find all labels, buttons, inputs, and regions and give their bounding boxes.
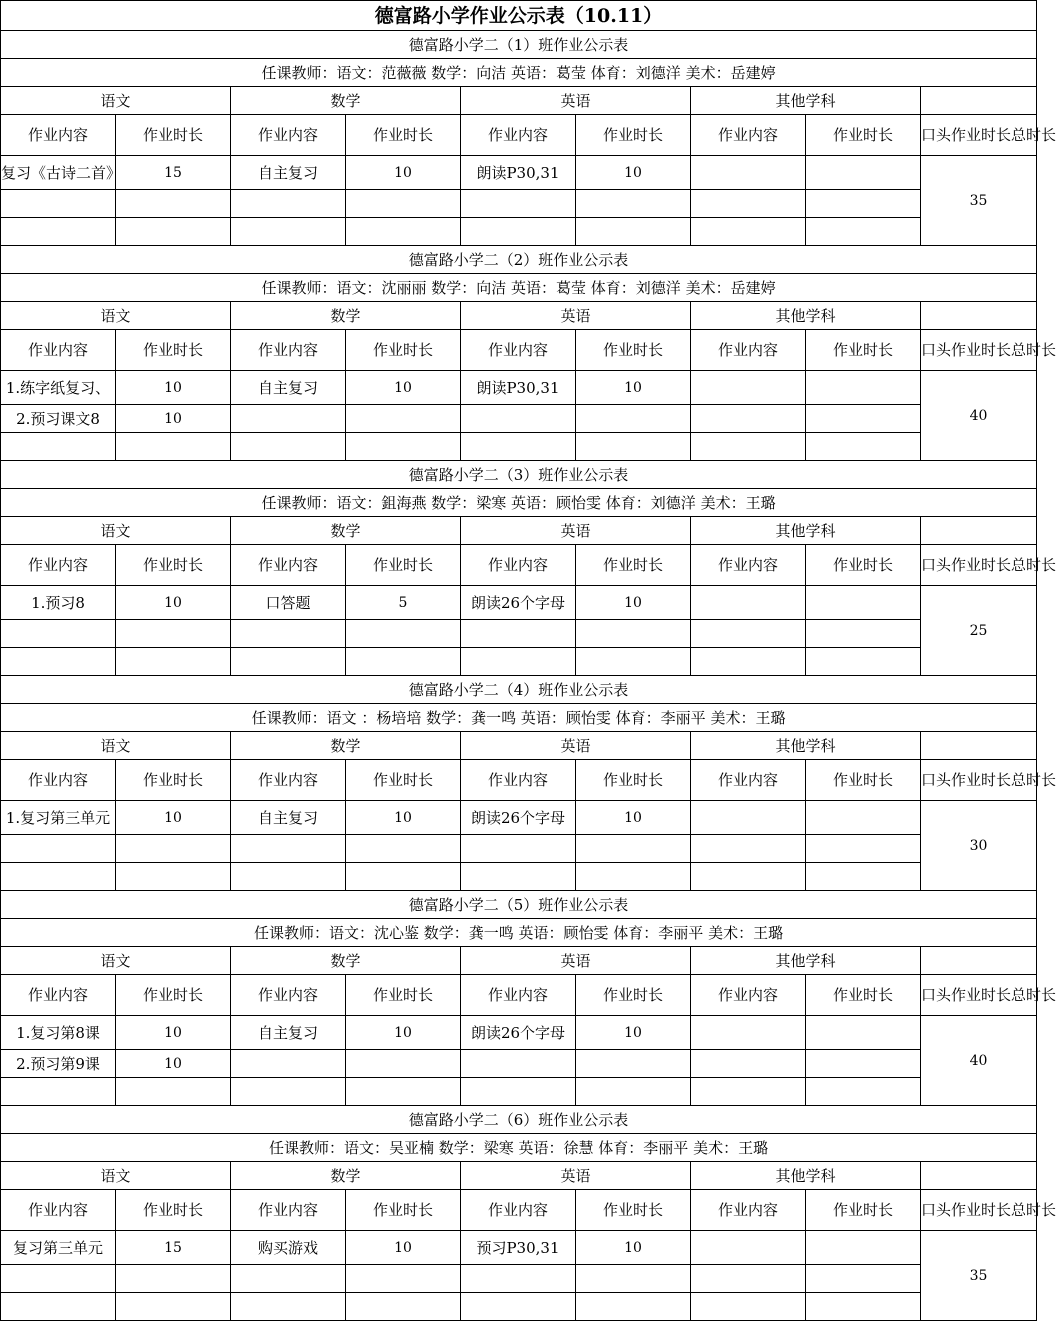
homework-duration-cell (346, 1293, 461, 1321)
homework-content-cell: 预习P30,31 (461, 1231, 576, 1265)
homework-duration-cell (576, 190, 691, 218)
content-column-header: 作业内容 (691, 545, 806, 586)
homework-duration-cell (576, 1265, 691, 1293)
homework-duration-cell (116, 1293, 231, 1321)
homework-duration-cell (806, 1078, 921, 1106)
class-title: 德富路小学二（6）班作业公示表 (1, 1106, 1037, 1134)
homework-content-cell: 自主复习 (231, 371, 346, 405)
oral-total-header: 口头作业时长总时长 (921, 115, 1037, 156)
homework-content-cell: 朗读P30,31 (461, 156, 576, 190)
homework-content-cell (461, 218, 576, 246)
subject-header: 数学 (231, 517, 461, 545)
teachers-line: 任课教师：语文：鉏海燕 数学：梁寒 英语：顾怡雯 体育：刘德洋 美术：王璐 (1, 489, 1037, 517)
content-column-header: 作业内容 (1, 760, 116, 801)
homework-content-cell (691, 801, 806, 835)
homework-content-cell: 1.复习第8课 (1, 1016, 116, 1050)
homework-content-cell (691, 1293, 806, 1321)
subject-header: 其他学科 (691, 87, 921, 115)
homework-content-cell (691, 190, 806, 218)
homework-content-cell (231, 1265, 346, 1293)
content-column-header: 作业内容 (691, 1190, 806, 1231)
homework-duration-cell (346, 433, 461, 461)
homework-content-cell (231, 1050, 346, 1078)
subject-header: 数学 (231, 302, 461, 330)
homework-content-cell: 购买游戏 (231, 1231, 346, 1265)
homework-content-cell (461, 1265, 576, 1293)
homework-content-cell (231, 433, 346, 461)
homework-content-cell: 口答题 (231, 586, 346, 620)
duration-column-header: 作业时长 (806, 1190, 921, 1231)
homework-content-cell: 复习《古诗二首》 (1, 156, 116, 190)
homework-duration-cell: 10 (576, 1231, 691, 1265)
homework-content-cell (1, 835, 116, 863)
homework-duration-cell (576, 218, 691, 246)
homework-duration-cell (576, 1050, 691, 1078)
homework-duration-cell (346, 620, 461, 648)
homework-content-cell (691, 648, 806, 676)
homework-content-cell (231, 405, 346, 433)
homework-content-cell (461, 405, 576, 433)
homework-content-cell (691, 863, 806, 891)
homework-content-cell (461, 433, 576, 461)
homework-content-cell (461, 190, 576, 218)
homework-content-cell (461, 1078, 576, 1106)
homework-content-cell (461, 835, 576, 863)
content-column-header: 作业内容 (231, 1190, 346, 1231)
duration-column-header: 作业时长 (346, 760, 461, 801)
duration-column-header: 作业时长 (116, 545, 231, 586)
homework-duration-cell: 10 (346, 1231, 461, 1265)
oral-total-value: 35 (921, 156, 1037, 246)
homework-content-cell (231, 1078, 346, 1106)
subject-header: 语文 (1, 87, 231, 115)
duration-column-header: 作业时长 (346, 1190, 461, 1231)
content-column-header: 作业内容 (1, 115, 116, 156)
homework-content-cell (461, 863, 576, 891)
homework-content-cell: 1.复习第三单元 (1, 801, 116, 835)
oral-total-header: 口头作业时长总时长 (921, 975, 1037, 1016)
duration-column-header: 作业时长 (346, 330, 461, 371)
content-column-header: 作业内容 (461, 1190, 576, 1231)
homework-duration-cell (346, 835, 461, 863)
homework-duration-cell (116, 218, 231, 246)
duration-column-header: 作业时长 (806, 330, 921, 371)
duration-column-header: 作业时长 (116, 330, 231, 371)
teachers-line: 任课教师：语文 ：杨培培 数学：龚一鸣 英语：顾怡雯 体育：李丽平 美术：王璐 (1, 704, 1037, 732)
homework-duration-cell: 10 (576, 371, 691, 405)
homework-duration-cell (346, 190, 461, 218)
oral-total-value: 40 (921, 371, 1037, 461)
homework-content-cell: 2.预习第9课 (1, 1050, 116, 1078)
subject-header: 英语 (461, 302, 691, 330)
duration-column-header: 作业时长 (346, 115, 461, 156)
duration-column-header: 作业时长 (346, 545, 461, 586)
teachers-line: 任课教师：语文：吴亚楠 数学：梁寒 英语：徐慧 体育：李丽平 美术：王璐 (1, 1134, 1037, 1162)
homework-content-cell (691, 1050, 806, 1078)
duration-column-header: 作业时长 (576, 975, 691, 1016)
duration-column-header: 作业时长 (806, 975, 921, 1016)
homework-duration-cell (806, 218, 921, 246)
homework-content-cell (691, 835, 806, 863)
homework-duration-cell: 10 (116, 371, 231, 405)
homework-duration-cell (806, 1293, 921, 1321)
blank-header-cell (921, 87, 1037, 115)
homework-content-cell: 自主复习 (231, 156, 346, 190)
homework-duration-cell (346, 218, 461, 246)
blank-header-cell (921, 1162, 1037, 1190)
homework-content-cell (231, 835, 346, 863)
homework-content-cell (231, 1293, 346, 1321)
homework-duration-cell (806, 835, 921, 863)
homework-content-cell (231, 648, 346, 676)
homework-duration-cell (576, 620, 691, 648)
content-column-header: 作业内容 (231, 975, 346, 1016)
content-column-header: 作业内容 (231, 545, 346, 586)
class-title: 德富路小学二（2）班作业公示表 (1, 246, 1037, 274)
homework-duration-cell (116, 1078, 231, 1106)
homework-duration-cell (116, 190, 231, 218)
homework-duration-cell (116, 835, 231, 863)
homework-content-cell: 朗读26个字母 (461, 801, 576, 835)
homework-content-cell (691, 405, 806, 433)
homework-duration-cell: 10 (576, 586, 691, 620)
homework-duration-cell (806, 586, 921, 620)
homework-content-cell (461, 1050, 576, 1078)
subject-header: 语文 (1, 947, 231, 975)
duration-column-header: 作业时长 (806, 545, 921, 586)
oral-total-value: 30 (921, 801, 1037, 891)
oral-total-value: 40 (921, 1016, 1037, 1106)
homework-content-cell: 1.预习8 (1, 586, 116, 620)
subject-header: 其他学科 (691, 732, 921, 760)
homework-content-cell (1, 863, 116, 891)
subject-header: 英语 (461, 517, 691, 545)
homework-duration-cell (576, 405, 691, 433)
homework-content-cell (691, 1078, 806, 1106)
oral-total-header: 口头作业时长总时长 (921, 760, 1037, 801)
homework-content-cell: 朗读26个字母 (461, 1016, 576, 1050)
homework-content-cell (691, 433, 806, 461)
content-column-header: 作业内容 (1, 975, 116, 1016)
subject-header: 数学 (231, 87, 461, 115)
blank-header-cell (921, 517, 1037, 545)
subject-header: 数学 (231, 947, 461, 975)
duration-column-header: 作业时长 (576, 330, 691, 371)
homework-duration-cell (116, 1265, 231, 1293)
homework-content-cell (461, 648, 576, 676)
oral-total-header: 口头作业时长总时长 (921, 1190, 1037, 1231)
homework-duration-cell (346, 1050, 461, 1078)
homework-duration-cell: 10 (116, 586, 231, 620)
duration-column-header: 作业时长 (116, 115, 231, 156)
homework-duration-cell (806, 648, 921, 676)
duration-column-header: 作业时长 (806, 760, 921, 801)
subject-header: 数学 (231, 732, 461, 760)
duration-column-header: 作业时长 (806, 115, 921, 156)
homework-duration-cell (806, 371, 921, 405)
homework-content-cell: 朗读26个字母 (461, 586, 576, 620)
homework-duration-cell (806, 405, 921, 433)
content-column-header: 作业内容 (461, 760, 576, 801)
homework-content-cell (231, 190, 346, 218)
content-column-header: 作业内容 (461, 330, 576, 371)
homework-content-cell (1, 190, 116, 218)
homework-duration-cell (806, 1050, 921, 1078)
homework-duration-cell (346, 405, 461, 433)
homework-duration-cell (576, 648, 691, 676)
homework-content-cell (231, 863, 346, 891)
content-column-header: 作业内容 (691, 115, 806, 156)
subject-header: 英语 (461, 947, 691, 975)
subject-header: 其他学科 (691, 517, 921, 545)
homework-duration-cell: 15 (116, 1231, 231, 1265)
page-title: 德富路小学作业公示表（10.11） (1, 1, 1037, 31)
content-column-header: 作业内容 (231, 115, 346, 156)
homework-duration-cell: 10 (576, 156, 691, 190)
oral-total-header: 口头作业时长总时长 (921, 545, 1037, 586)
homework-duration-cell (806, 863, 921, 891)
homework-content-cell: 自主复习 (231, 1016, 346, 1050)
duration-column-header: 作业时长 (116, 760, 231, 801)
homework-content-cell (231, 218, 346, 246)
blank-header-cell (921, 732, 1037, 760)
homework-duration-cell: 10 (116, 1016, 231, 1050)
duration-column-header: 作业时长 (346, 975, 461, 1016)
homework-content-cell (1, 1078, 116, 1106)
content-column-header: 作业内容 (231, 330, 346, 371)
homework-duration-cell: 15 (116, 156, 231, 190)
homework-content-cell (1, 1293, 116, 1321)
homework-content-cell (691, 1265, 806, 1293)
subject-header: 英语 (461, 87, 691, 115)
homework-duration-cell: 10 (576, 801, 691, 835)
homework-duration-cell: 10 (346, 1016, 461, 1050)
subject-header: 语文 (1, 1162, 231, 1190)
homework-content-cell (691, 1016, 806, 1050)
homework-duration-cell (346, 1078, 461, 1106)
duration-column-header: 作业时长 (576, 760, 691, 801)
homework-content-cell (691, 156, 806, 190)
class-title: 德富路小学二（1）班作业公示表 (1, 31, 1037, 59)
homework-duration-cell (806, 620, 921, 648)
homework-duration-cell (346, 863, 461, 891)
oral-total-header: 口头作业时长总时长 (921, 330, 1037, 371)
homework-content-cell: 1.练字纸复习、 (1, 371, 116, 405)
teachers-line: 任课教师：语文：沈心鉴 数学：龚一鸣 英语：顾怡雯 体育：李丽平 美术：王璐 (1, 919, 1037, 947)
subject-header: 其他学科 (691, 302, 921, 330)
content-column-header: 作业内容 (461, 115, 576, 156)
homework-duration-cell (576, 835, 691, 863)
homework-content-cell (1, 620, 116, 648)
subject-header: 其他学科 (691, 1162, 921, 1190)
homework-duration-cell (576, 863, 691, 891)
subject-header: 英语 (461, 732, 691, 760)
homework-duration-cell (806, 801, 921, 835)
homework-duration-cell (116, 648, 231, 676)
content-column-header: 作业内容 (691, 760, 806, 801)
oral-total-value: 25 (921, 586, 1037, 676)
homework-duration-cell (806, 1016, 921, 1050)
teachers-line: 任课教师：语文：范薇薇 数学：向洁 英语：葛莹 体育：刘德洋 美术：岳建婷 (1, 59, 1037, 87)
homework-duration-cell: 10 (576, 1016, 691, 1050)
homework-duration-cell (806, 1265, 921, 1293)
content-column-header: 作业内容 (231, 760, 346, 801)
content-column-header: 作业内容 (1, 1190, 116, 1231)
homework-duration-cell (806, 190, 921, 218)
blank-header-cell (921, 947, 1037, 975)
homework-content-cell: 自主复习 (231, 801, 346, 835)
class-title: 德富路小学二（4）班作业公示表 (1, 676, 1037, 704)
homework-duration-cell: 10 (116, 801, 231, 835)
homework-content-cell (1, 648, 116, 676)
homework-content-cell (691, 1231, 806, 1265)
class-title: 德富路小学二（3）班作业公示表 (1, 461, 1037, 489)
teachers-line: 任课教师：语文：沈丽丽 数学：向洁 英语：葛莹 体育：刘德洋 美术：岳建婷 (1, 274, 1037, 302)
homework-content-cell (231, 620, 346, 648)
content-column-header: 作业内容 (1, 330, 116, 371)
duration-column-header: 作业时长 (116, 1190, 231, 1231)
homework-content-cell (1, 433, 116, 461)
homework-duration-cell: 10 (116, 1050, 231, 1078)
homework-content-cell (691, 371, 806, 405)
subject-header: 其他学科 (691, 947, 921, 975)
class-title: 德富路小学二（5）班作业公示表 (1, 891, 1037, 919)
content-column-header: 作业内容 (461, 545, 576, 586)
content-column-header: 作业内容 (691, 330, 806, 371)
homework-content-cell (461, 1293, 576, 1321)
content-column-header: 作业内容 (461, 975, 576, 1016)
homework-content-cell (461, 620, 576, 648)
homework-duration-cell: 10 (116, 405, 231, 433)
subject-header: 语文 (1, 302, 231, 330)
content-column-header: 作业内容 (691, 975, 806, 1016)
homework-duration-cell: 5 (346, 586, 461, 620)
duration-column-header: 作业时长 (576, 115, 691, 156)
subject-header: 数学 (231, 1162, 461, 1190)
content-column-header: 作业内容 (1, 545, 116, 586)
homework-content-cell (1, 218, 116, 246)
homework-duration-cell (576, 1293, 691, 1321)
homework-content-cell (691, 586, 806, 620)
homework-duration-cell: 10 (346, 156, 461, 190)
homework-content-cell (691, 218, 806, 246)
homework-duration-cell (116, 620, 231, 648)
duration-column-header: 作业时长 (116, 975, 231, 1016)
subject-header: 语文 (1, 517, 231, 545)
homework-duration-cell (576, 433, 691, 461)
homework-duration-cell (806, 156, 921, 190)
homework-content-cell (1, 1265, 116, 1293)
homework-duration-cell (346, 648, 461, 676)
homework-duration-cell (806, 1231, 921, 1265)
subject-header: 语文 (1, 732, 231, 760)
homework-duration-cell (576, 1078, 691, 1106)
homework-content-cell (691, 620, 806, 648)
homework-duration-cell: 10 (346, 801, 461, 835)
homework-content-cell: 2.预习课文8 (1, 405, 116, 433)
homework-duration-cell: 10 (346, 371, 461, 405)
homework-content-cell: 朗读P30,31 (461, 371, 576, 405)
homework-duration-cell (116, 863, 231, 891)
oral-total-value: 35 (921, 1231, 1037, 1321)
homework-duration-cell (346, 1265, 461, 1293)
subject-header: 英语 (461, 1162, 691, 1190)
homework-duration-cell (806, 433, 921, 461)
duration-column-header: 作业时长 (576, 1190, 691, 1231)
homework-duration-cell (116, 433, 231, 461)
duration-column-header: 作业时长 (576, 545, 691, 586)
blank-header-cell (921, 302, 1037, 330)
homework-content-cell: 复习第三单元 (1, 1231, 116, 1265)
